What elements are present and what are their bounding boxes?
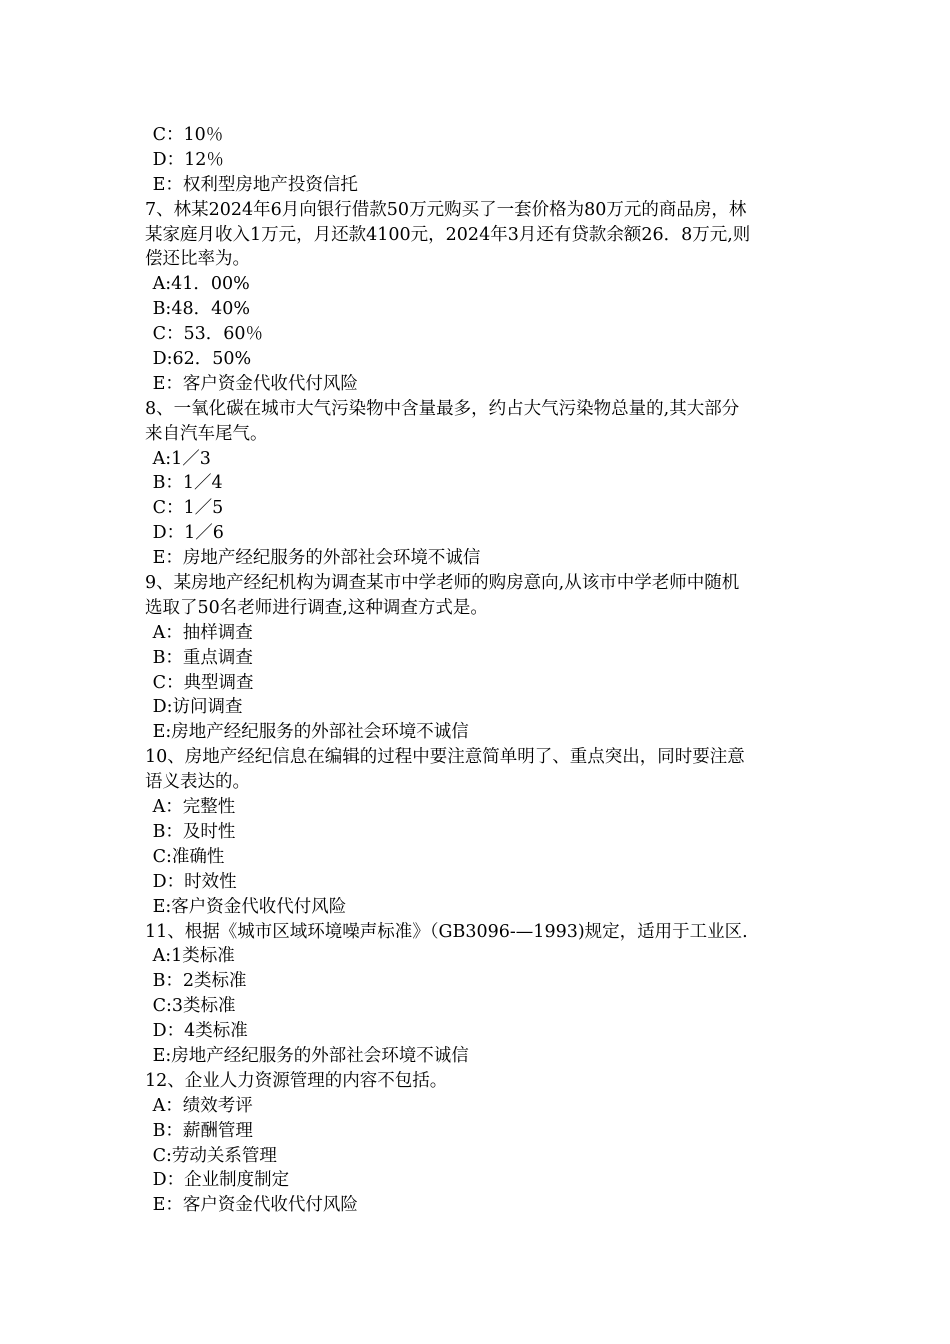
answer-option-line: E:房地产经纪服务的外部社会环境不诚信 (147, 1045, 469, 1066)
question-text-line: 语义表达的。 (145, 772, 250, 793)
answer-option-line: A：抽样调查 (147, 622, 253, 643)
answer-option-line: B：薪酬管理 (147, 1120, 253, 1141)
answer-option-line: C：53．60％ (147, 324, 263, 345)
answer-option-line: B：1／4 (147, 473, 223, 494)
answer-option-line: E：客户资金代收代付风险 (147, 373, 358, 394)
answer-option-line: D：12％ (147, 149, 224, 170)
answer-option-line: C：10％ (147, 125, 224, 145)
answer-option-line: E：房地产经纪服务的外部社会环境不诚信 (147, 548, 481, 569)
answer-option-line: B:48．40% (147, 299, 250, 320)
answer-option-line: A：绩效考评 (147, 1095, 253, 1116)
document-body (145, 123, 815, 1218)
answer-option-line: C:准确性 (147, 846, 225, 867)
answer-option-line: E：权利型房地产投资信托 (147, 174, 358, 195)
question-text-line: 12、企业人力资源管理的内容不包括。 (145, 1070, 448, 1091)
answer-option-line: D:62．50% (147, 349, 252, 370)
answer-option-line: D：4类标准 (147, 1021, 248, 1042)
answer-option-line: B：及时性 (147, 821, 236, 842)
answer-option-line: A：完整性 (147, 797, 236, 818)
question-text-line: 9、某房地产经纪机构为调查某市中学老师的购房意向,从该市中学老师中随机 (145, 573, 740, 594)
answer-option-line: C:劳动关系管理 (147, 1145, 277, 1166)
answer-option-line: D：时效性 (147, 871, 237, 892)
question-text-line: 8、一氧化碳在城市大气污染物中含量最多，约占大气污染物总量的,其大部分 (145, 398, 740, 419)
question-text-line: 偿还比率为。 (145, 249, 250, 270)
question-text-line: 选取了50名老师进行调查,这种调查方式是。 (145, 597, 488, 618)
answer-option-line: D:访问调查 (147, 697, 243, 718)
answer-option-line: D：1／6 (147, 523, 224, 544)
answer-option-line: E:房地产经纪服务的外部社会环境不诚信 (147, 722, 469, 743)
question-text-line: 11、根据《城市区域环境噪声标准》（GB3096-—1993)规定，适用于工业区. (145, 921, 748, 942)
question-text-line: 7、林某2024年6月向银行借款50万元购买了一套价格为80万元的商品房，林 (145, 199, 747, 220)
answer-option-line: A:41．00% (147, 274, 250, 295)
question-text-line: 来自汽车尾气。 (145, 423, 268, 444)
answer-option-line: E:客户资金代收代付风险 (147, 896, 347, 917)
answer-option-line: C：1／5 (147, 498, 224, 519)
answer-option-line: A:1／3 (147, 448, 211, 469)
answer-option-line: C：典型调查 (147, 672, 254, 693)
question-text-line: 某家庭月收入1万元，月还款4100元，2024年3月还有贷款余额26．8万元,则 (145, 224, 751, 245)
answer-option-line: C:3类标准 (147, 996, 236, 1017)
answer-option-line: B：2类标准 (147, 971, 247, 992)
answer-option-line: B：重点调查 (147, 647, 253, 668)
answer-option-line: A:1类标准 (147, 946, 235, 967)
answer-option-line: D：企业制度制定 (147, 1170, 290, 1191)
question-text-line: 10、房地产经纪信息在编辑的过程中要注意简单明了、重点突出，同时要注意 (145, 747, 745, 768)
answer-option-line: E：客户资金代收代付风险 (147, 1195, 358, 1216)
